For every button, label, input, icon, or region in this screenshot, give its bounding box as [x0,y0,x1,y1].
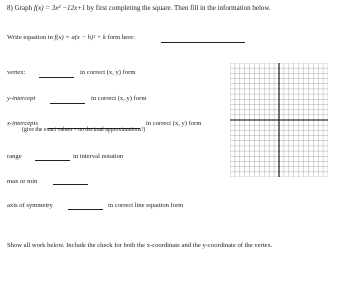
equation-form: f(x) = a(x − h)² + k [54,34,106,41]
x-intercepts-note: (give the exact values – no decimal approximations!) [22,127,146,133]
axis-of-symmetry-label: axis of symmetry [7,202,53,209]
range-hint: in interval notation [73,153,124,160]
problem-instruction-lead: Graph [14,4,33,12]
vertex-hint: in correct (x, y) form [80,69,136,76]
vertex-label: vertex: [7,69,26,76]
y-intercept-answer-blank[interactable] [50,103,85,104]
problem-instruction-tail: by first completing the square. Then fill in the information below. [87,4,271,12]
range-answer-blank[interactable] [35,160,70,161]
coordinate-grid[interactable] [230,63,328,177]
max-or-min-label: max or min [7,178,38,185]
equation-prompt [7,35,135,42]
equation-answer-blank[interactable] [161,42,245,43]
y-intercept-hint: in correct (x, y) form [91,95,147,102]
equation-prompt-tail: form here: [107,34,136,41]
axis-of-symmetry-hint: in correct line equation form [108,202,184,209]
y-intercept-label: y-intercept [7,95,36,102]
problem-number: 8) [7,4,13,12]
max-or-min-answer-blank[interactable] [53,184,88,185]
footer-instruction: Show all work below. Include the check for both the x-coordinate and the y-coordinate of the vertex. [7,242,273,249]
x-intercepts-label: x-intercepts [7,120,38,127]
equation-prompt-lead: Write equation in [7,34,53,41]
axis-of-symmetry-answer-blank[interactable] [68,209,103,210]
problem-statement [7,5,271,12]
range-label: range [7,153,22,160]
vertex-answer-blank[interactable] [39,77,74,78]
x-intercepts-hint: in correct (x, y) form [146,120,202,127]
problem-function: f(x) = 3x² −12x+1 [33,4,86,12]
